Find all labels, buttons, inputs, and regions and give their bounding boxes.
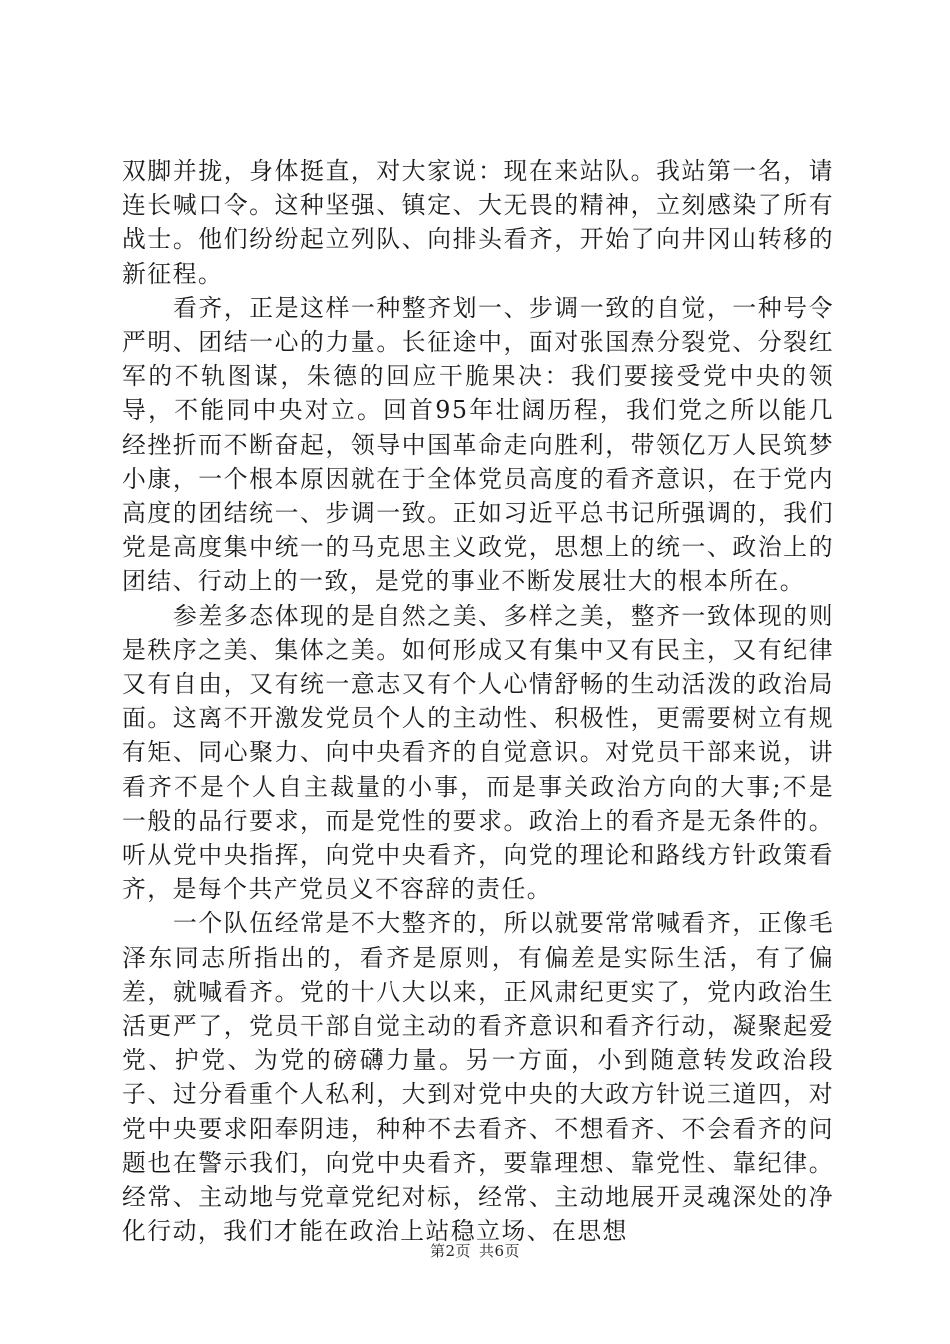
paragraph-1: 双脚并拢，身体挺直，对大家说：现在来站队。我站第一名，请连长喊口令。这种坚强、镇定、大无畏的精神，立刻感染了所有战士。他们纷纷起立列队、向排头看齐，开始了向井冈山转移的新征程。 <box>122 157 834 288</box>
paragraph-3: 参差多态体现的是自然之美、多样之美，整齐一致体现的则是秩序之美、集体之美。如何形成又有集中又有民主，又有纪律又有自由，又有统一意志又有个人心情舒畅的生动活泼的政治局面。这离不开激发党员个人的主动性、积极性，更需要树立有规有矩、同心聚力、向中央看齐的自觉意识。对党员干部来说，讲看齐不是个人自主裁量的小事，而是事关政治方向的大事;不是一般的品行要求，而是党性的要求。政治上的看齐是无条件的。听从党中央指挥，向党中央看齐，向党的理论和路线方针政策看齐，是每个共产党员义不容辞的责任。 <box>122 601 834 904</box>
paragraph-2: 看齐，正是这样一种整齐划一、步调一致的自觉，一种号令严明、团结一心的力量。长征途中，面对张国焘分裂党、分裂红军的不轨图谋，朱德的回应干脆果决：我们要接受党中央的领导，不能同中央对立。回首95年壮阔历程，我们党之所以能几经挫折而不断奋起，领导中国革命走向胜利，带领亿万人民筑梦小康，一个根本原因就在于全体党员高度的看齐意识，在于党内高度的团结统一、步调一致。正如习近平总书记所强调的，我们党是高度集中统一的马克思主义政党，思想上的统一、政治上的团结、行动上的一致，是党的事业不断发展壮大的根本所在。 <box>122 293 834 596</box>
document-body <box>122 154 834 1249</box>
page-number: 第2页 <box>429 1242 471 1260</box>
paragraph-4: 一个队伍经常是不大整齐的，所以就要常常喊看齐，正像毛泽东同志所指出的，看齐是原则，有偏差是实际生活，有了偏差，就喊看齐。党的十八大以来，正风肃纪更实了，党内政治生活更严了，党员干部自觉主动的看齐意识和看齐行动，凝聚起爱党、护党、为党的磅礴力量。另一方面，小到随意转发政治段子、过分看重个人私利，大到对党中央的大政方针说三道四，对党中央要求阳奉阴违，种种不去看齐、不想看齐、不会看齐的问题也在警示我们，向党中央看齐，要靠理想、靠党性、靠纪律。经常、主动地与党章党纪对标，经常、主动地展开灵魂深处的净化行动，我们才能在政治上站稳立场、在思想 <box>122 909 834 1246</box>
page-total: 共6页 <box>479 1242 521 1260</box>
page-footer <box>0 1240 950 1261</box>
